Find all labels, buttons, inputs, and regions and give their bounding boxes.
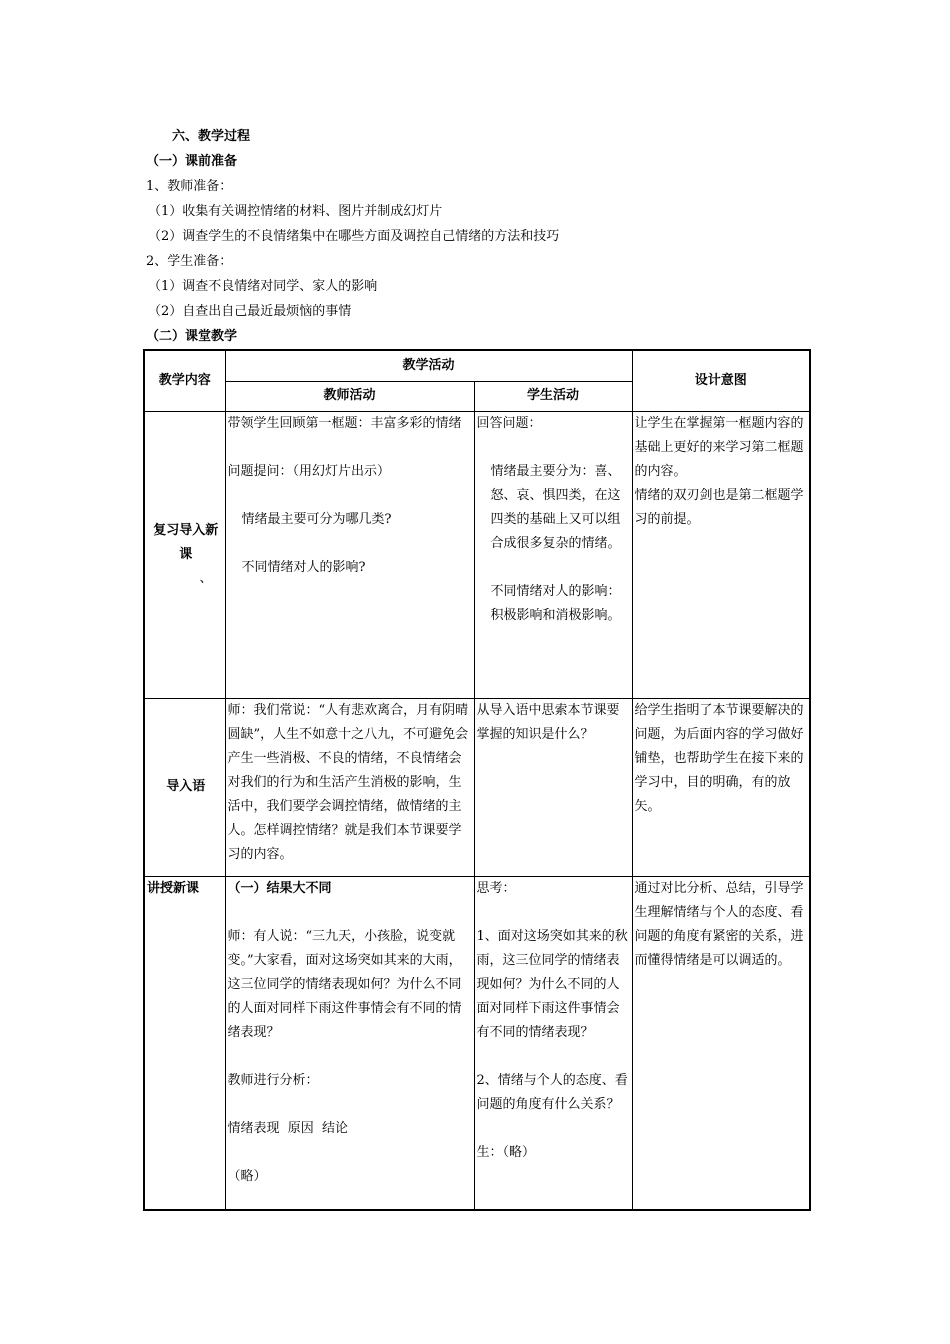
student-prep-item-2: （2）自查出自己最近最烦恼的事情 bbox=[148, 304, 352, 319]
student-text: 思考： bbox=[476, 880, 516, 896]
teacher-text: 问题提问：（用幻灯片出示） bbox=[227, 463, 391, 479]
spacer bbox=[477, 901, 632, 925]
teacher-prep-item-2: （2）调查学生的不良情绪集中在哪些方面及调控自己情绪的方法和技巧 bbox=[148, 229, 560, 244]
spacer bbox=[228, 436, 474, 460]
spacer bbox=[228, 484, 474, 508]
row-label-mark: 、 bbox=[199, 570, 213, 586]
teacher-text: 师：我们常说：“人有悲欢离合，月有阴晴圆缺”，人生不如意十之八九，不可避免会产生一些消极、不良的情绪，不良情绪会对我们的行为和生活产生消极的影响，生活中，我们要学会调控情绪，做情绪的主人。怎样调控情绪？就是我们本节课要学习的内容。 bbox=[227, 702, 469, 862]
header-intent: 设计意图 bbox=[632, 350, 810, 411]
student-text: 不同情绪对人的影响：积极影响和消极影响。 bbox=[490, 583, 621, 623]
teacher-text: 教师进行分析： bbox=[227, 1072, 319, 1088]
header-student: 学生活动 bbox=[474, 381, 632, 411]
student-text: 生：（略） bbox=[476, 1144, 536, 1160]
teacher-cell bbox=[225, 698, 474, 876]
section-title: 六、教学过程 bbox=[172, 129, 251, 144]
intent-text: 情绪的双刃剑也是第二框题学习的前提。 bbox=[634, 487, 804, 527]
teacher-cell bbox=[225, 876, 474, 1210]
intent-text: 让学生在掌握第一框题内容的基础上更好的来学习第二框题的内容。 bbox=[634, 415, 804, 479]
spacer bbox=[477, 556, 632, 580]
teacher-text: 不同情绪对人的影响? bbox=[241, 559, 366, 575]
header-content: 教学内容 bbox=[144, 350, 225, 411]
student-text: 情绪最主要分为：喜、怒、哀、惧四类，在这四类的基础上又可以组合成很多复杂的情绪。 bbox=[490, 463, 621, 551]
intent-text: 给学生指明了本节课要解决的问题，为后面内容的学习做好铺垫，也帮助学生在接下来的学习中，目的明确，有的放矢。 bbox=[634, 702, 804, 814]
table-row bbox=[144, 876, 810, 1210]
row-label: 导入语 bbox=[144, 698, 225, 876]
student-text: 从导入语中思索本节课要掌握的知识是什么？ bbox=[476, 702, 620, 742]
teacher-text: 情绪最主要可分为哪几类? bbox=[241, 511, 392, 527]
table-row bbox=[144, 698, 810, 876]
teacher-cell bbox=[225, 411, 474, 698]
student-text: 回答问题： bbox=[476, 415, 542, 431]
student-text: 2、情绪与个人的态度、看问题的角度有什么关系？ bbox=[476, 1072, 628, 1112]
teacher-text: （略） bbox=[227, 1168, 267, 1184]
student-prep: 2、学生准备： bbox=[146, 254, 233, 269]
teacher-heading: （一）结果大不同 bbox=[227, 880, 332, 896]
student-cell bbox=[474, 698, 632, 876]
student-prep-item-1: （1）调查不良情绪对同学、家人的影响 bbox=[148, 279, 378, 294]
intent-text: 通过对比分析、总结，引导学生理解情绪与个人的态度、看问题的角度有紧密的关系，进而懂得情绪是可以调适的。 bbox=[634, 880, 804, 968]
intent-cell bbox=[632, 876, 810, 1210]
header-teacher: 教师活动 bbox=[225, 381, 474, 411]
spacer bbox=[228, 1093, 474, 1117]
row-label-text: 复习导入新课 bbox=[153, 522, 219, 562]
spacer bbox=[477, 1045, 632, 1069]
teacher-text: 带领学生回顾第一框题：丰富多彩的情绪 bbox=[227, 415, 462, 431]
spacer bbox=[228, 1141, 474, 1165]
teacher-text: 情绪表现 原因 结论 bbox=[227, 1120, 349, 1136]
teacher-prep-item-1: （1）收集有关调控情绪的材料、图片并制成幻灯片 bbox=[148, 204, 443, 219]
row-label: 讲授新课 bbox=[144, 876, 225, 1210]
subsection-classroom: （二）课堂教学 bbox=[146, 329, 238, 344]
spacer bbox=[228, 1045, 474, 1069]
student-text: 1、面对这场突如其来的秋雨，这三位同学的情绪表现如何？为什么不同的人面对同样下雨这件事情会有不同的情绪表现？ bbox=[476, 928, 628, 1040]
student-cell bbox=[474, 411, 632, 698]
row-label bbox=[144, 411, 225, 698]
spacer bbox=[228, 901, 474, 925]
teacher-text: 师：有人说：“三九天，小孩脸，说变就变。”大家看，面对这场突如其来的大雨，这三位同学的情绪表现如何？为什么不同的人面对同样下雨这件事情会有不同的情绪表现？ bbox=[227, 928, 462, 1040]
header-activities: 教学活动 bbox=[225, 350, 632, 381]
table-row bbox=[144, 411, 810, 698]
lesson-plan-table bbox=[143, 349, 811, 1211]
subsection-prep: （一）课前准备 bbox=[146, 154, 238, 169]
student-cell bbox=[474, 876, 632, 1210]
spacer bbox=[228, 532, 474, 556]
intent-cell bbox=[632, 411, 810, 698]
intent-cell bbox=[632, 698, 810, 876]
spacer bbox=[477, 1117, 632, 1141]
spacer bbox=[477, 436, 632, 460]
teacher-prep: 1、教师准备： bbox=[146, 179, 233, 194]
